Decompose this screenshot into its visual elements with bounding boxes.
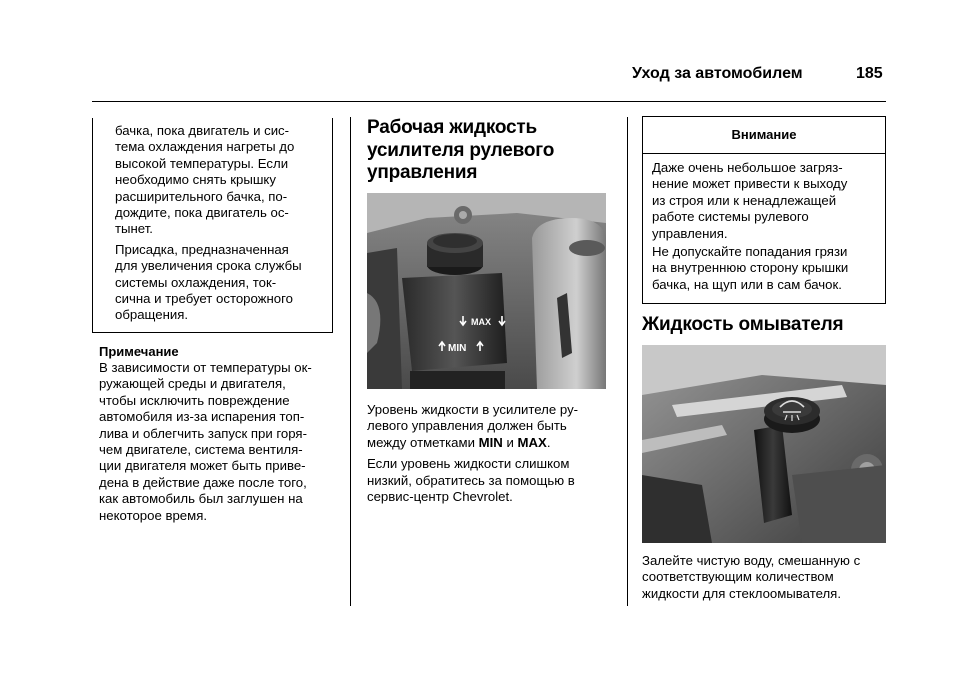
washer-fluid-title: Жидкость омывателя [642, 314, 844, 335]
column-divider-1 [350, 117, 351, 606]
fluid-level-paragraph [367, 402, 612, 451]
fluid-level-text-start: Уровень жидкости в усилителе ру- левого управления должен быть между отметками [367, 402, 579, 450]
max-mark-label: MAX [471, 317, 491, 327]
washer-reservoir-photo [642, 345, 886, 543]
note-title: Примечание [99, 344, 179, 359]
min-mark-label: MIN [448, 343, 467, 354]
power-steering-reservoir-photo [367, 193, 606, 389]
warning-box [642, 116, 886, 304]
power-steering-text [367, 402, 612, 505]
warning-paragraph-2: Не допускайте попадания грязи на внутреннюю сторону крышки бачка, на щуп или в сам бачок. [652, 244, 849, 292]
fluid-level-text-and: и [502, 434, 518, 450]
min-mark-text: MIN [478, 434, 503, 450]
header-rule [92, 101, 886, 102]
page-number: 185 [856, 65, 883, 82]
coolant-warning-continuation [92, 118, 333, 333]
max-mark-text: MAX [517, 434, 547, 450]
washer-fluid-text [642, 553, 892, 602]
warning-title: Внимание [643, 117, 885, 154]
fluid-level-text-end: . [546, 434, 551, 450]
note-block [99, 344, 339, 524]
low-fluid-paragraph: Если уровень жидкости слишком низкий, обратитесь за помощью в сервис-центр Chevrolet. [367, 456, 575, 505]
washer-fluid-paragraph: Залейте чистую воду, смешанную с соответствующим количеством жидкости для стеклоомывателя. [642, 553, 861, 601]
page-header-title: Уход за автомобилем [632, 65, 803, 82]
power-steering-fluid-title: Рабочая жидкость усилителя рулевого управления [367, 117, 555, 183]
warning-paragraph-1: Даже очень небольшое загряз- нение может привести к выходу из строя или к ненадлежащей работе системы рулевого управления. [652, 160, 848, 241]
warning-body [643, 154, 885, 293]
reservoir-illustration [367, 193, 606, 389]
column-divider-2 [627, 117, 628, 606]
boxed-paragraph-1: бачка, пока двигатель и сис- тема охлаждения нагреты до высокой температуры. Если необходимо снять крышку расширительного бачка, по- дождите, пока двигатель ос- тынет. [115, 123, 295, 237]
boxed-paragraph-2: Присадка, предназначенная для увеличения срока службы системы охлаждения, ток- сична и требует осторожного обращения. [115, 241, 302, 323]
note-text: В зависимости от температуры ок- ружающей среды и двигателя, чтобы исключить повреждение автомобиля из-за испарения топ- лива и облегчить запуск при горя- чем двигателе, система вентиля- ции двигателя может быть приве- дена в действие даже после того, как автомобиль был заглушен на некоторое время. [99, 360, 312, 523]
washer-illustration [642, 345, 886, 543]
